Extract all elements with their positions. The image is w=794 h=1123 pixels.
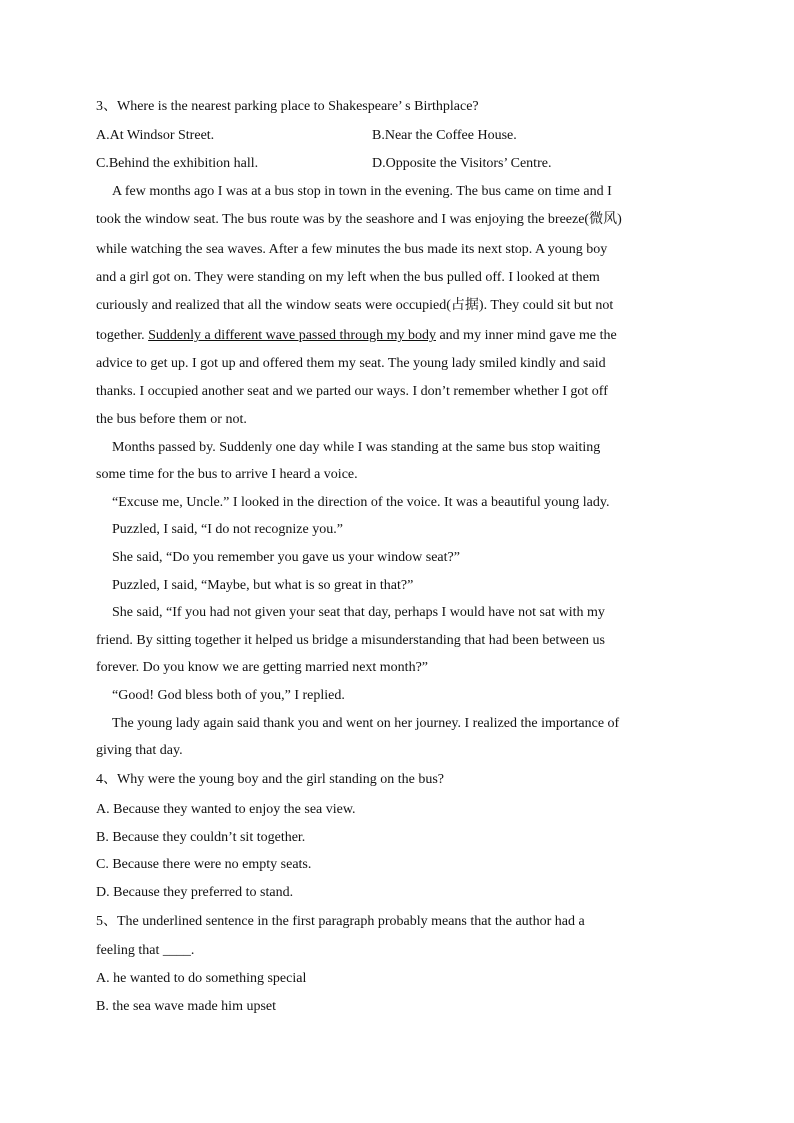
q5-question-line2: feeling that ____. bbox=[96, 943, 195, 958]
q3-option-d: D.Opposite the Visitors’ Centre. bbox=[372, 156, 552, 171]
q3-option-b: B.Near the Coffee House. bbox=[372, 128, 517, 143]
passage-p6: Puzzled, I said, “Maybe, but what is so great in that?” bbox=[112, 578, 414, 593]
passage-p7-line2: friend. By sitting together it helped us bridge a misunderstanding that had been between us bbox=[96, 633, 605, 648]
passage-p5: She said, “Do you remember you gave us your window seat?” bbox=[112, 550, 460, 565]
q5-question-line1: 5、The underlined sentence in the first paragraph probably means that the author had a bbox=[96, 914, 585, 929]
underlined-sentence: Suddenly a different wave passed through my body bbox=[148, 328, 436, 343]
passage-p7-line1: She said, “If you had not given your seat that day, perhaps I would have not sat with my bbox=[112, 605, 605, 620]
passage-p4: Puzzled, I said, “I do not recognize you.” bbox=[112, 522, 343, 537]
passage-p2-line2: some time for the bus to arrive I heard a voice. bbox=[96, 467, 358, 482]
passage-p2-line1: Months passed by. Suddenly one day while I was standing at the same bus stop waiting bbox=[112, 440, 601, 455]
passage-p1-line7: advice to get up. I got up and offered them my seat. The young lady smiled kindly and said bbox=[96, 356, 606, 371]
passage-p3: “Excuse me, Uncle.” I looked in the direction of the voice. It was a beautiful young lady. bbox=[112, 495, 610, 510]
q4-option-b: B. Because they couldn’t sit together. bbox=[96, 830, 306, 845]
passage-p1-line6 bbox=[96, 327, 617, 345]
q4-option-a: A. Because they wanted to enjoy the sea view. bbox=[96, 802, 356, 817]
passage-p1-line3: while watching the sea waves. After a few minutes the bus made its next stop. A young boy bbox=[96, 242, 608, 257]
passage-p1-line9: the bus before them or not. bbox=[96, 412, 247, 427]
passage-p9-line1: The young lady again said thank you and went on her journey. I realized the importance of bbox=[112, 716, 620, 731]
passage-p1-line1: A few months ago I was at a bus stop in town in the evening. The bus came on time and I bbox=[112, 184, 612, 199]
passage-p1-line6-pre: together. bbox=[96, 328, 145, 343]
q3-option-c: C.Behind the exhibition hall. bbox=[96, 156, 259, 171]
q4-option-c: C. Because there were no empty seats. bbox=[96, 857, 312, 872]
passage-p1-line5: curiously and realized that all the window seats were occupied(占据). They could sit but not bbox=[96, 298, 614, 313]
q3-option-a: A.At Windsor Street. bbox=[96, 128, 215, 143]
passage-p9-line2: giving that day. bbox=[96, 743, 183, 758]
q4-option-d: D. Because they preferred to stand. bbox=[96, 885, 294, 900]
q3-question: 3、Where is the nearest parking place to Shakespeare’ s Birthplace? bbox=[96, 99, 479, 114]
passage-p1-line4: and a girl got on. They were standing on my left when the bus pulled off. I looked at them bbox=[96, 270, 600, 285]
passage-p1-line2: took the window seat. The bus route was by the seashore and I was enjoying the breeze(微风) bbox=[96, 212, 622, 227]
passage-p1-line8: thanks. I occupied another seat and we parted our ways. I don’t remember whether I got off bbox=[96, 384, 608, 399]
q5-option-b: B. the sea wave made him upset bbox=[96, 999, 277, 1014]
q4-question: 4、Why were the young boy and the girl standing on the bus? bbox=[96, 772, 444, 787]
passage-p1-line6-post: and my inner mind gave me the bbox=[439, 328, 617, 343]
passage-p7-line3: forever. Do you know we are getting married next month?” bbox=[96, 660, 429, 675]
passage-p8: “Good! God bless both of you,” I replied. bbox=[112, 688, 345, 703]
q5-option-a: A. he wanted to do something special bbox=[96, 971, 307, 986]
